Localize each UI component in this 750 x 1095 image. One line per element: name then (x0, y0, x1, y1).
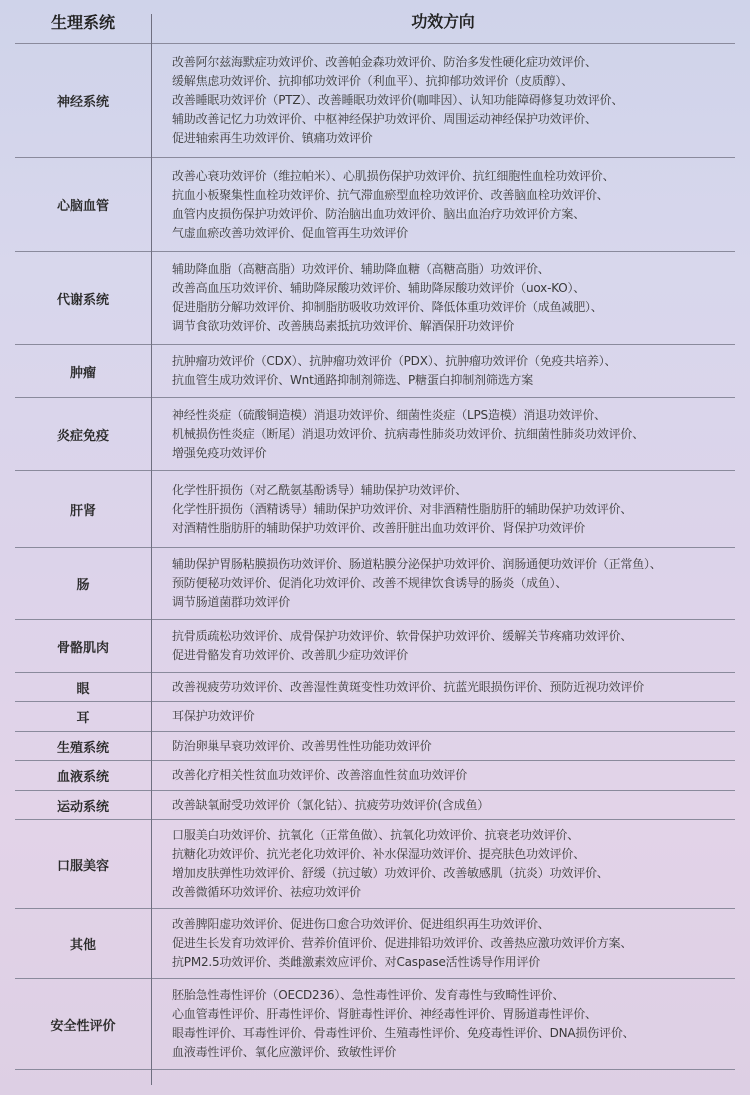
effect-line: 辅助保护胃肠粘膜损伤功效评价、肠道粘膜分泌保护功效评价、润肠通便功效评价（正常鱼）、 (172, 557, 662, 571)
effect-line: 改善微循环功效评价、祛痘功效评价 (172, 885, 361, 899)
effect-line: 促进生长发育功效评价、营养价值评价、促进排铅功效评价、改善热应激功效评价方案、 (172, 936, 633, 950)
effect-cell (151, 44, 735, 157)
system-cell: 耳 (76, 711, 90, 726)
system-cell: 心脑血管 (56, 199, 109, 214)
table-row (15, 44, 735, 158)
effect-cell (151, 761, 735, 790)
effect-line: 血液毒性评价、氧化应激评价、致敏性评价 (172, 1045, 397, 1059)
effect-cell (151, 673, 735, 701)
system-cell: 神经系统 (56, 95, 109, 110)
system-cell: 血液系统 (56, 770, 109, 785)
effect-line: 抗糖化功效评价、抗光老化功效评价、补水保湿功效评价、提亮肤色功效评价、 (172, 847, 586, 861)
column-divider (151, 14, 152, 1085)
effect-line: 气虚血瘀改善功效评价、促血管再生功效评价 (172, 225, 409, 240)
table-row (15, 345, 735, 398)
effect-line: 口服美白功效评价、抗氧化（正常鱼做）、抗氧化功效评价、抗衰老功效评价、 (172, 828, 580, 842)
effect-line: 眼毒性评价、耳毒性评价、骨毒性评价、生殖毒性评价、免疫毒性评价、DNA损伤评价、 (172, 1026, 635, 1040)
effect-line: 心血管毒性评价、肝毒性评价、肾脏毒性评价、神经毒性评价、胃肠道毒性评价、 (172, 1007, 597, 1021)
effect-line: 改善高血压功效评价、辅助降尿酸功效评价、辅助降尿酸功效评价（uox-KO）、 (172, 281, 586, 295)
effect-line: 促进轴索再生功效评价、镇痛功效评价 (172, 131, 373, 145)
effect-line: 增加皮肤弹性功效评价、舒缓（抗过敏）功效评价、改善敏感肌（抗炎）功效评价、 (172, 866, 609, 880)
effect-line: 辅助降血脂（高糖高脂）功效评价、辅助降血糖（高糖高脂）功效评价、 (172, 262, 550, 276)
efficacy-table (15, 0, 735, 1070)
effect-cell (151, 979, 735, 1069)
system-cell: 肠 (76, 578, 90, 593)
effect-cell (151, 548, 735, 619)
effect-line: 改善缺氧耐受功效评价（氯化钴）、抗疲劳功效评价(含成鱼） (172, 797, 490, 812)
system-cell: 运动系统 (56, 799, 109, 815)
system-cell: 肿瘤 (69, 365, 96, 381)
effect-line: 调节肠道菌群功效评价 (172, 595, 291, 609)
table-row (15, 548, 735, 620)
effect-line: 促进脂肪分解功效评价、抑制脂肪吸收功效评价、降低体重功效评价（成鱼减肥）、 (172, 300, 603, 314)
table-row (15, 158, 735, 252)
table-row (15, 909, 735, 979)
effect-cell (151, 398, 735, 470)
table-row (15, 252, 735, 345)
system-cell: 肝肾 (69, 503, 96, 519)
effect-line: 改善脾阳虚功效评价、促进伤口愈合功效评价、促进组织再生功效评价、 (172, 917, 550, 931)
table-row (15, 702, 735, 732)
system-cell: 炎症免疫 (56, 428, 109, 444)
effect-line: 血管内皮损伤保护功效评价、防治脑出血功效评价、脑出血治疗功效评价方案、 (172, 206, 586, 221)
effect-line: 改善阿尔兹海默症功效评价、改善帕金森功效评价、防治多发性硬化症功效评价、 (172, 55, 597, 69)
table-header (15, 0, 735, 44)
effect-cell (151, 732, 735, 760)
effect-line: 防治卵巢早衰功效评价、改善男性性功能功效评价 (172, 738, 432, 753)
table-row (15, 471, 735, 548)
effect-cell (151, 820, 735, 908)
effect-cell (151, 471, 735, 547)
effect-line: 辅助改善记忆力功效评价、中枢神经保护功效评价、周围运动神经保护功效评价、 (172, 112, 597, 126)
table-row (15, 820, 735, 909)
header-effect: 功效方向 (411, 12, 475, 31)
effect-line: 抗骨质疏松功效评价、成骨保护功效评价、软骨保护功效评价、缓解关节疼痛功效评价、 (172, 629, 633, 643)
effect-line: 促进骨骼发育功效评价、改善肌少症功效评价 (172, 648, 409, 662)
system-cell: 其他 (69, 938, 96, 953)
system-cell: 生殖系统 (56, 740, 109, 756)
table-body (15, 44, 735, 1070)
table-row (15, 620, 735, 673)
effect-line: 预防便秘功效评价、促消化功效评价、改善不规律饮食诱导的肠炎（成鱼）、 (172, 576, 568, 590)
effect-line: 改善化疗相关性贫血功效评价、改善溶血性贫血功效评价 (172, 768, 468, 782)
effect-line: 耳保护功效评价 (172, 709, 255, 723)
effect-line: 化学性肝损伤（对乙酰氨基酚诱导）辅助保护功效评价、 (172, 482, 468, 497)
effect-cell (151, 702, 735, 731)
header-system: 生理系统 (50, 13, 115, 32)
effect-line: 抗血管生成功效评价、Wnt通路抑制剂筛选、P糖蛋白抑制剂筛选方案 (172, 373, 534, 387)
effect-cell (151, 791, 735, 819)
effect-line: 抗血小板聚集性血栓功效评价、抗气滞血瘀型血栓功效评价、改善脑血栓功效评价、 (172, 187, 609, 202)
effect-line: 胚胎急性毒性评价（OECD236）、急性毒性评价、发育毒性与致畸性评价、 (172, 988, 565, 1002)
system-cell: 代谢系统 (56, 292, 109, 308)
system-cell: 眼 (76, 681, 90, 697)
effect-cell (151, 345, 735, 397)
effect-line: 缓解焦虑功效评价、抗抑郁功效评价（利血平）、抗抑郁功效评价（皮质醇）、 (172, 74, 574, 88)
effect-cell (151, 620, 735, 672)
table-row (15, 979, 735, 1070)
system-cell: 骨骼肌肉 (56, 640, 109, 656)
effect-cell (151, 158, 735, 251)
table-row (15, 732, 735, 761)
effect-cell (151, 909, 735, 978)
effect-line: 调节食欲功效评价、改善胰岛素抵抗功效评价、解酒保肝功效评价 (172, 319, 515, 333)
table-row (15, 791, 735, 820)
table-row (15, 761, 735, 791)
effect-line: 改善睡眠功效评价（PTZ）、改善睡眠功效评价(咖啡因）、认知功能障碍修复功效评价、 (172, 93, 624, 107)
effect-line: 改善心衰功效评价（维拉帕米）、心肌损伤保护功效评价、抗红细胞性血栓功效评价、 (172, 168, 615, 183)
effect-line: 改善视疲劳功效评价、改善湿性黄斑变性功效评价、抗蓝光眼损伤评价、预防近视功效评价 (172, 679, 645, 694)
effect-line: 抗肿瘤功效评价（CDX）、抗肿瘤功效评价（PDX）、抗肿瘤功效评价（免疫共培养）、 (172, 354, 617, 368)
effect-line: 增强免疫功效评价 (172, 445, 267, 460)
effect-line: 神经性炎症（硫酸铜造模）消退功效评价、细菌性炎症（LPS造模）消退功效评价、 (172, 407, 606, 422)
system-cell: 安全性评价 (50, 1018, 116, 1034)
system-cell: 口服美容 (56, 858, 109, 874)
effect-cell (151, 252, 735, 344)
effect-line: 化学性肝损伤（酒精诱导）辅助保护功效评价、对非酒精性脂肪肝的辅助保护功效评价、 (172, 501, 633, 516)
effect-line: 机械损伤性炎症（断尾）消退功效评价、抗病毒性肺炎功效评价、抗细菌性肺炎功效评价、 (172, 426, 645, 441)
table-row (15, 673, 735, 702)
effect-line: 对酒精性脂肪肝的辅助保护功效评价、改善肝脏出血功效评价、肾保护功效评价 (172, 520, 586, 535)
effect-line: 抗PM2.5功效评价、类雌激素效应评价、对Caspase活性诱导作用评价 (172, 955, 541, 969)
table-row (15, 398, 735, 471)
